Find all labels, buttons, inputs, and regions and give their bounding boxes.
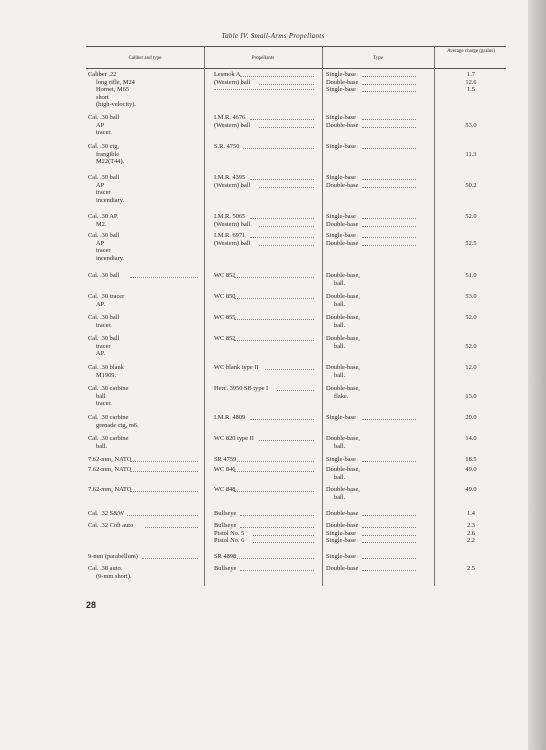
propellant-cell: WC 852 xyxy=(214,335,236,342)
caliber-cell: grenade ctg, m6. xyxy=(96,421,139,429)
caliber-cell: Cal. .30 carbine xyxy=(88,385,129,392)
type-cell: Single-base xyxy=(326,114,356,121)
dot-leader xyxy=(362,515,416,516)
caliber-cell: short xyxy=(96,93,109,101)
propellant-cell: Bullseye xyxy=(214,510,237,517)
dot-leader xyxy=(234,277,314,278)
caliber-cell: AP xyxy=(96,121,105,129)
propellant-cell: SR 4898 xyxy=(214,553,237,560)
caliber-cell: Cal. .30 carbine xyxy=(88,435,129,442)
propellant-cell: WC 846 xyxy=(214,466,236,473)
type-cell: Double-base xyxy=(326,121,359,129)
dot-leader xyxy=(130,491,198,492)
dot-leader xyxy=(362,527,416,528)
average-charge-cell: 1.4 xyxy=(467,510,475,517)
table-top-rule xyxy=(86,46,506,47)
propellant-cell: WC 852 xyxy=(214,272,236,279)
type-cell: Double-base, xyxy=(326,335,360,342)
propellant-cell: Bullseye xyxy=(214,565,237,572)
average-charge-cell: 2.3 xyxy=(467,522,475,529)
dot-leader xyxy=(145,527,198,528)
type-cell: ball. xyxy=(334,342,346,350)
caliber-cell: Cal. .30 tracer xyxy=(88,293,125,300)
column-divider xyxy=(204,46,205,586)
caliber-cell: frangible xyxy=(96,150,120,158)
header-average-charge: Average charge (grains) xyxy=(447,49,495,54)
average-charge-cell: 12.6 xyxy=(465,78,477,86)
type-cell: Double-base, xyxy=(326,272,360,279)
caliber-cell: AP. xyxy=(96,300,106,308)
dot-leader xyxy=(250,119,314,120)
dot-leader xyxy=(234,319,314,320)
average-charge-cell: 2.5 xyxy=(467,565,475,572)
dot-leader xyxy=(243,148,314,149)
dot-leader xyxy=(259,127,314,128)
caliber-cell: Cal. .30 ball xyxy=(88,174,120,181)
dot-leader xyxy=(234,340,314,341)
caliber-cell: Hornet, M65 xyxy=(96,86,130,94)
type-cell: Double-base, xyxy=(326,293,360,300)
propellant-cell: WC 850 xyxy=(214,293,236,300)
propellant-cell: I.M.R. 6971 xyxy=(214,232,246,239)
dot-leader xyxy=(362,148,416,149)
average-charge-cell: 51.0 xyxy=(465,272,477,279)
caliber-cell: tracer. xyxy=(96,321,112,329)
dot-leader xyxy=(259,187,314,188)
propellant-cell: (Western) ball xyxy=(214,220,251,228)
page-edge-shadow xyxy=(528,0,546,750)
header-bottom-rule xyxy=(86,68,506,69)
dot-leader xyxy=(240,570,314,571)
propellant-cell: SR 4759 xyxy=(214,456,237,463)
caliber-cell: AP xyxy=(96,181,105,189)
type-cell: Double-base xyxy=(326,220,359,228)
page-number: 28 xyxy=(86,600,97,610)
average-charge-cell: 53.0 xyxy=(465,121,477,129)
caliber-cell: Cal. .32 S&W xyxy=(88,510,125,517)
average-charge-cell: 52.5 xyxy=(465,239,477,247)
caliber-cell: M1909. xyxy=(96,371,117,379)
propellant-cell: WC blank type II xyxy=(214,364,259,371)
propellant-cell: Pistol No. 6 xyxy=(214,537,245,545)
header-type: Type xyxy=(373,56,383,61)
type-cell: Single-base xyxy=(326,174,356,181)
dot-leader xyxy=(362,218,416,219)
average-charge-cell: 1.7 xyxy=(467,71,475,78)
dot-leader xyxy=(250,237,314,238)
average-charge-cell: 50.2 xyxy=(465,181,477,189)
dot-leader xyxy=(259,226,314,227)
propellant-cell: (Western) ball xyxy=(214,181,251,189)
dot-leader xyxy=(130,277,198,278)
propellant-cell: I.M.R. 4676 xyxy=(214,114,246,121)
average-charge-cell: 49.0 xyxy=(465,486,477,493)
dot-leader xyxy=(362,558,416,559)
dot-leader xyxy=(240,76,314,77)
average-charge-cell: 1.5 xyxy=(467,86,475,94)
type-cell: Double-base xyxy=(326,181,359,189)
header-propellants: Propellants xyxy=(251,56,275,61)
caliber-cell: AP xyxy=(96,239,105,247)
type-cell: Double-base, xyxy=(326,364,360,371)
dot-leader xyxy=(142,558,198,559)
dot-leader xyxy=(362,245,416,246)
caliber-cell: long rifle, M24 xyxy=(96,78,135,86)
dot-leader xyxy=(130,471,198,472)
type-cell: ball. xyxy=(334,473,346,481)
dot-leader xyxy=(253,542,314,543)
dot-leader xyxy=(259,84,314,85)
average-charge-cell: 18.5 xyxy=(465,456,477,463)
dot-leader xyxy=(253,535,314,536)
propellant-cell: Bullseye xyxy=(214,522,237,529)
type-cell: Double-base xyxy=(326,522,359,529)
caliber-cell: 7.62-mm, NATO xyxy=(88,456,132,463)
caliber-cell: Cal. .30 carbine xyxy=(88,414,129,421)
dot-leader xyxy=(362,226,416,227)
propellant-cell: WC 855 xyxy=(214,314,236,321)
dot-leader xyxy=(362,542,416,543)
average-charge-cell: 49.0 xyxy=(465,466,477,473)
propellant-cell: I.M.R. 5065 xyxy=(214,213,246,220)
average-charge-cell: 12.0 xyxy=(465,364,477,371)
caliber-cell: Caliber .22 xyxy=(88,71,117,78)
dot-leader xyxy=(234,298,314,299)
dot-leader xyxy=(237,461,314,462)
type-cell: Single-base xyxy=(326,86,356,94)
caliber-cell: Cal. .30 ball xyxy=(88,335,120,342)
header-caliber: Caliber and type xyxy=(128,56,162,61)
caliber-cell: tracer xyxy=(96,189,111,197)
type-cell: Double-base, xyxy=(326,435,360,442)
dot-leader xyxy=(127,515,198,516)
caliber-cell: 7.62-mm, NATO xyxy=(88,466,132,473)
type-cell: ball. xyxy=(334,321,346,329)
type-cell: Double-base xyxy=(326,510,359,517)
propellant-cell: Lesmok A xyxy=(214,71,241,78)
dot-leader xyxy=(250,179,314,180)
column-divider xyxy=(434,46,435,586)
caliber-cell: 9-mm (parabellum) xyxy=(88,553,138,560)
dot-leader xyxy=(277,390,314,391)
average-charge-cell: 14.0 xyxy=(465,435,477,442)
caliber-cell: tracer xyxy=(96,247,111,255)
dot-leader xyxy=(265,369,314,370)
type-cell: Double-base, xyxy=(326,466,360,473)
propellant-cell: S.R. 4750 xyxy=(214,143,240,150)
caliber-cell: 7.62-mm, NATO xyxy=(88,486,132,493)
dot-leader xyxy=(214,89,314,90)
dot-leader xyxy=(362,179,416,180)
type-cell: ball. xyxy=(334,279,346,287)
dot-leader xyxy=(362,91,416,92)
type-cell: Double-base, xyxy=(326,486,360,493)
dot-leader xyxy=(240,527,314,528)
average-charge-cell: 52.0 xyxy=(465,314,477,321)
propellant-cell: (Western) ball xyxy=(214,121,251,129)
caliber-cell: Cal. .30 blank xyxy=(88,364,124,371)
type-cell: flake. xyxy=(334,392,349,400)
type-cell: Single-base xyxy=(326,71,356,78)
dot-leader xyxy=(362,237,416,238)
propellant-cell: Herc. 3950 SB type I xyxy=(214,385,269,392)
caliber-cell: Cal. .38 auto. xyxy=(88,565,123,572)
caliber-cell: (high-velocity). xyxy=(96,101,136,109)
propellant-cell: (Western) ball xyxy=(214,239,251,247)
type-cell: ball. xyxy=(334,493,346,501)
dot-leader xyxy=(362,127,416,128)
type-cell: Single-base xyxy=(326,529,356,537)
caliber-cell: M2. xyxy=(96,220,107,228)
dot-leader xyxy=(130,461,198,462)
caliber-cell: ball. xyxy=(96,442,108,450)
caliber-cell: incendiary. xyxy=(96,254,125,262)
dot-leader xyxy=(250,419,314,420)
caliber-cell: AP. xyxy=(96,350,106,358)
dot-leader xyxy=(240,515,314,516)
dot-leader xyxy=(362,84,416,85)
dot-leader xyxy=(362,76,416,77)
type-cell: ball. xyxy=(334,442,346,450)
type-cell: ball. xyxy=(334,300,346,308)
propellant-cell: (Western) ball xyxy=(214,78,251,86)
dot-leader xyxy=(234,471,314,472)
dot-leader xyxy=(362,187,416,188)
average-charge-cell: 13.0 xyxy=(465,392,477,400)
type-cell: Single-base xyxy=(326,213,356,220)
propellant-cell: WC 848 xyxy=(214,486,236,493)
propellant-cell: I.M.R. 4395 xyxy=(214,174,246,181)
type-cell: Single-base xyxy=(326,537,356,545)
caliber-cell: ball xyxy=(96,392,106,400)
average-charge-cell: 11.3 xyxy=(465,150,477,158)
average-charge-cell: 2.6 xyxy=(467,529,475,537)
type-cell: Double-base xyxy=(326,78,359,86)
type-cell: Single-base xyxy=(326,553,356,560)
average-charge-cell: 20.0 xyxy=(465,414,477,421)
propellant-cell: WC 820 type II xyxy=(214,435,254,442)
type-cell: ball. xyxy=(334,371,346,379)
average-charge-cell: 52.0 xyxy=(465,213,477,220)
caliber-cell: Cal. .30 ball xyxy=(88,272,120,279)
caliber-cell: tracer xyxy=(96,342,111,350)
average-charge-cell: 53.0 xyxy=(465,293,477,300)
type-cell: Double-base, xyxy=(326,314,360,321)
caliber-cell: tracer. xyxy=(96,129,112,137)
dot-leader xyxy=(259,440,314,441)
table-title: Table IV. Small-Arms Propellants xyxy=(221,32,325,40)
type-cell: Single-base xyxy=(326,232,356,239)
type-cell: Double-base xyxy=(326,565,359,572)
caliber-cell: (9-mm short). xyxy=(96,572,132,580)
type-cell: Single-base xyxy=(326,456,356,463)
caliber-cell: incendiary. xyxy=(96,196,125,204)
type-cell: Single-base xyxy=(326,143,356,150)
average-charge-cell: 2.2 xyxy=(467,537,475,545)
propellants-table xyxy=(86,46,506,586)
dot-leader xyxy=(259,245,314,246)
caliber-cell: tracer. xyxy=(96,400,112,408)
column-divider xyxy=(322,46,323,586)
caliber-cell: Cal. .30 ball xyxy=(88,232,120,239)
caliber-cell: Cal. .32 Colt auto xyxy=(88,522,134,529)
caliber-cell: Cal. .30 ball xyxy=(88,314,120,321)
propellant-cell: I.M.R. 4809 xyxy=(214,414,246,421)
type-cell: Single-base xyxy=(326,414,356,421)
caliber-cell: Cal. .30 AP. xyxy=(88,213,119,220)
caliber-cell: Cal. .30 ball xyxy=(88,114,120,121)
type-cell: Double-base, xyxy=(326,385,360,392)
average-charge-cell: 52.0 xyxy=(465,342,477,350)
dot-leader xyxy=(237,558,314,559)
propellant-cell: Pistol No. 5 xyxy=(214,529,245,537)
type-cell: Double-base xyxy=(326,239,359,247)
caliber-cell: M22(T44). xyxy=(96,158,125,166)
dot-leader xyxy=(362,419,416,420)
dot-leader xyxy=(234,491,314,492)
dot-leader xyxy=(362,119,416,120)
caliber-cell: Cal. .30 ctg, xyxy=(88,143,120,150)
dot-leader xyxy=(362,570,416,571)
dot-leader xyxy=(362,461,416,462)
dot-leader xyxy=(250,218,314,219)
dot-leader xyxy=(362,535,416,536)
